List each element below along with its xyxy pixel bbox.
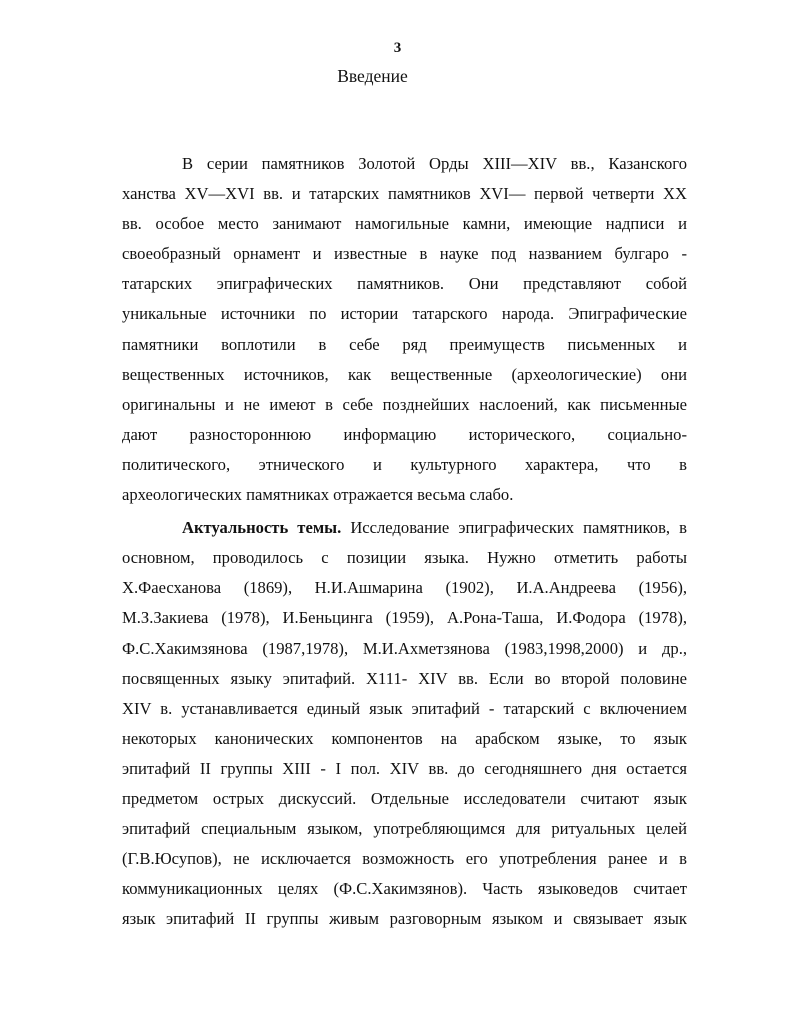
paragraph2-line: предметом острых дискуссий. Отдельные исследователи считают язык: [122, 788, 687, 808]
paragraph1-line: археологических памятниках отражается весьма слабо.: [122, 485, 514, 505]
paragraph1-line: своеобразный орнамент и известные в науке под названием булгаро -: [122, 244, 687, 264]
paragraph2-line: посвященных языку эпитафий. Х111- XIV вв. Если во второй половине: [122, 668, 687, 688]
paragraph1-line: оригинальны и не имеют в себе позднейших наслоений, как письменные: [122, 394, 687, 414]
paragraph2-line: некоторых канонических компонентов на арабском языке, то язык: [122, 728, 687, 748]
paragraph2-line: Х.Фаесханова (1869), Н.И.Ашмарина (1902), И.А.Андреева (1956),: [122, 578, 687, 598]
paragraph1-line: В серии памятников Золотой Орды XIII—XIV вв., Казанского: [182, 154, 687, 173]
paragraph2-first-line-text: Исследование эпиграфических памятников, в: [341, 518, 687, 538]
paragraph2-first-line: [182, 518, 687, 548]
paragraph2-line: М.З.Закиева (1978), И.Беньцинга (1959), А.Рона-Таша, И.Фодора (1978),: [122, 608, 687, 628]
paragraph2-line: XIV в. устанавливается единый язык эпитафий - татарский с включением: [122, 698, 687, 718]
paragraph1-line: татарских эпиграфических памятников. Они представляют собой: [122, 274, 687, 294]
paragraph2-line: эпитафий II группы XIII - I пол. XIV вв. до сегодняшнего дня остается: [122, 758, 687, 778]
paragraph1-line: уникальные источники по истории татарского народа. Эпиграфические: [122, 304, 687, 324]
paragraph1-line: вещественных источников, как вещественные (археологические) они: [122, 364, 687, 384]
paragraph1-line: дают разностороннюю информацию исторического, социально-: [122, 424, 687, 444]
document-body: [122, 154, 687, 939]
section-title-relevance: Актуальность темы.: [182, 518, 342, 538]
paragraph1-line: вв. особое место занимают намогильные камни, имеющие надписи и: [122, 214, 687, 234]
paragraph2-line: язык эпитафий II группы живым разговорным языком и связывает язык: [122, 909, 687, 929]
paragraph1-line: памятники воплотили в себе ряд преимуществ письменных и: [122, 334, 687, 354]
paragraph2-line: Ф.С.Хакимзянова (1987,1978), М.И.Ахметзянова (1983,1998,2000) и др.,: [122, 638, 687, 658]
paragraph1-line: ханства XV—XVI вв. и татарских памятников XVI— первой четверти XX: [122, 184, 687, 204]
paragraph2-line: коммуникационных целях (Ф.С.Хакимзянов). Часть языковедов считает: [122, 879, 687, 899]
paragraph2-line: основном, проводилось с позиции языка. Нужно отметить работы: [122, 548, 687, 568]
page-heading: Введение: [337, 66, 408, 86]
paragraph1-line: политического, этнического и культурного характера, что в: [122, 454, 687, 474]
paragraph2-line: эпитафий специальным языком, употребляющимся для ритуальных целей: [122, 819, 687, 839]
page-number: 3: [393, 40, 402, 56]
paragraph2-line: (Г.В.Юсупов), не исключается возможность его употребления ранее и в: [122, 849, 687, 869]
